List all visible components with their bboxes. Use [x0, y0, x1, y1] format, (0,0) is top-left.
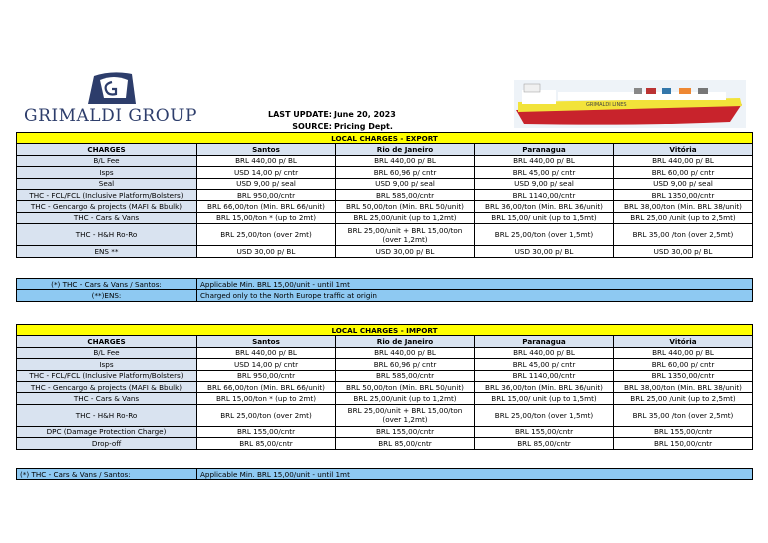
rate-cell: USD 9,00 p/ seal	[336, 178, 475, 189]
rate-cell: BRL 950,00/cntr	[197, 370, 336, 381]
rate-cell: BRL 25,00 /unit (up to 2,5mt)	[614, 393, 753, 404]
rate-cell: BRL 25,00/ton (over 1,5mt)	[475, 224, 614, 246]
table-row	[17, 370, 753, 381]
rate-cell: BRL 50,00/ton (Min. BRL 50/unit)	[336, 201, 475, 212]
rate-cell: USD 9,00 p/ seal	[475, 178, 614, 189]
table-row	[17, 167, 753, 178]
rate-cell: BRL 15,00/ unit (up to 1,5mt)	[475, 393, 614, 404]
charge-name: B/L Fee	[17, 347, 197, 358]
table-row	[17, 393, 753, 404]
rate-cell: BRL 25,00/ton (over 1,5mt)	[475, 404, 614, 426]
rate-cell: BRL 25,00/unit (up to 1,2mt)	[336, 212, 475, 223]
table-row	[17, 178, 753, 189]
rate-cell: BRL 155,00/cntr	[197, 426, 336, 437]
charge-name: Drop-off	[17, 438, 197, 449]
export-table-title: LOCAL CHARGES - EXPORT	[17, 133, 753, 144]
column-header-paranagua: Paranagua	[475, 144, 614, 155]
charge-name: THC - Gencargo & projects (MAFI & Bbulk)	[17, 381, 197, 392]
note-text: Charged only to the North Europe traffic at origin	[197, 290, 753, 301]
column-header-santos: Santos	[197, 144, 336, 155]
charge-name: Isps	[17, 359, 197, 370]
last-update-value: June 20, 2023	[334, 110, 396, 119]
rate-cell: BRL 150,00/cntr	[614, 438, 753, 449]
table-row	[17, 438, 753, 449]
table-row	[17, 155, 753, 166]
rate-cell: BRL 15,00/ton * (up to 2mt)	[197, 212, 336, 223]
rate-cell: BRL 36,00/ton (Min. BRL 36/unit)	[475, 201, 614, 212]
note-text: Applicable Min. BRL 15,00/unit - until 1mt	[197, 279, 753, 290]
ro-ro-ship-image	[514, 80, 746, 128]
rate-cell: BRL 35,00 /ton (over 2,5mt)	[614, 404, 753, 426]
table-row	[17, 201, 753, 212]
rate-cell: BRL 1140,00/cntr	[475, 370, 614, 381]
rate-cell: BRL 25,00/unit + BRL 15,00/ton (over 1,2mt)	[336, 224, 475, 246]
rate-cell: BRL 440,00 p/ BL	[614, 155, 753, 166]
ship-lettering: GRIMALDI LINES	[586, 102, 627, 108]
charge-name: THC - Gencargo & projects (MAFI & Bbulk)	[17, 201, 197, 212]
table-row	[17, 404, 753, 426]
rate-cell: BRL 585,00/cntr	[336, 189, 475, 200]
note-key: (**)ENS:	[17, 290, 197, 301]
rate-cell: BRL 45,00 p/ cntr	[475, 359, 614, 370]
rate-cell: BRL 85,00/cntr	[197, 438, 336, 449]
rate-cell: USD 14,00 p/ cntr	[197, 359, 336, 370]
table-row	[17, 212, 753, 223]
table-row	[17, 359, 753, 370]
rate-cell: BRL 66,00/ton (Min. BRL 66/unit)	[197, 381, 336, 392]
rate-cell: BRL 60,96 p/ cntr	[336, 359, 475, 370]
rate-cell: BRL 440,00 p/ BL	[336, 347, 475, 358]
export-charges-table	[16, 132, 753, 258]
rate-cell: BRL 38,00/ton (Min. BRL 38/unit)	[614, 381, 753, 392]
rate-cell: BRL 25,00/unit + BRL 15,00/ton (over 1,2mt)	[336, 404, 475, 426]
table-row	[17, 246, 753, 257]
grimaldi-flag-icon	[84, 70, 140, 108]
note-row	[17, 290, 753, 301]
rate-cell: BRL 36,00/ton (Min. BRL 36/unit)	[475, 381, 614, 392]
note-key: (*) THC - Cars & Vans / Santos:	[17, 469, 197, 480]
rate-cell: BRL 155,00/cntr	[475, 426, 614, 437]
source-value: Pricing Dept.	[334, 122, 393, 131]
rate-cell: BRL 155,00/cntr	[614, 426, 753, 437]
rate-cell: BRL 155,00/cntr	[336, 426, 475, 437]
rate-cell: BRL 25,00/ton (over 2mt)	[197, 224, 336, 246]
rate-cell: USD 30,00 p/ BL	[336, 246, 475, 257]
rate-cell: BRL 85,00/cntr	[475, 438, 614, 449]
table-row	[17, 426, 753, 437]
rate-cell: BRL 60,00 p/ cntr	[614, 167, 753, 178]
import-charges-table	[16, 324, 753, 450]
table-row	[17, 381, 753, 392]
rate-cell: BRL 585,00/cntr	[336, 370, 475, 381]
rate-cell: BRL 66,00/ton (Min. BRL 66/unit)	[197, 201, 336, 212]
charge-name: B/L Fee	[17, 155, 197, 166]
rate-cell: BRL 60,96 p/ cntr	[336, 167, 475, 178]
rate-cell: BRL 1350,00/cntr	[614, 189, 753, 200]
rate-cell: BRL 440,00 p/ BL	[614, 347, 753, 358]
charge-name: THC - FCL/FCL (Inclusive Platform/Bolsters)	[17, 189, 197, 200]
note-row	[17, 279, 753, 290]
table-row	[17, 189, 753, 200]
column-header-paranagua: Paranagua	[475, 336, 614, 347]
rate-cell: BRL 440,00 p/ BL	[475, 347, 614, 358]
charge-name: THC - H&H Ro-Ro	[17, 224, 197, 246]
source-label: SOURCE:	[292, 122, 332, 131]
rate-cell: BRL 15,00/ unit (up to 1,5mt)	[475, 212, 614, 223]
rate-cell: USD 30,00 p/ BL	[197, 246, 336, 257]
export-notes-table	[16, 278, 753, 302]
rate-cell: USD 9,00 p/ seal	[614, 178, 753, 189]
rate-cell: BRL 60,00 p/ cntr	[614, 359, 753, 370]
rate-cell: BRL 38,00/ton (Min. BRL 38/unit)	[614, 201, 753, 212]
charge-name: Isps	[17, 167, 197, 178]
rate-cell: BRL 85,00/cntr	[336, 438, 475, 449]
charge-name: THC - H&H Ro-Ro	[17, 404, 197, 426]
rate-cell: BRL 440,00 p/ BL	[197, 347, 336, 358]
rate-cell: BRL 25,00 /unit (up to 2,5mt)	[614, 212, 753, 223]
column-header-santos: Santos	[197, 336, 336, 347]
rate-cell: BRL 950,00/cntr	[197, 189, 336, 200]
rate-cell: BRL 25,00/ton (over 2mt)	[197, 404, 336, 426]
column-header-charges: CHARGES	[17, 144, 197, 155]
company-logo	[24, 70, 200, 130]
charge-name: Seal	[17, 178, 197, 189]
column-header-vitoria: Vitória	[614, 144, 753, 155]
rate-cell: BRL 35,00 /ton (over 2,5mt)	[614, 224, 753, 246]
import-notes-table	[16, 468, 753, 480]
rate-cell: BRL 25,00/unit (up to 1,2mt)	[336, 393, 475, 404]
charge-name: THC - Cars & Vans	[17, 393, 197, 404]
charge-name: THC - FCL/FCL (Inclusive Platform/Bolsters)	[17, 370, 197, 381]
rate-cell: BRL 50,00/ton (Min. BRL 50/unit)	[336, 381, 475, 392]
note-text: Applicable Min. BRL 15,00/unit - until 1mt	[197, 469, 753, 480]
rate-cell: BRL 15,00/ton * (up to 2mt)	[197, 393, 336, 404]
rate-cell: BRL 1350,00/cntr	[614, 370, 753, 381]
rate-cell: USD 9,00 p/ seal	[197, 178, 336, 189]
last-update-label: LAST UPDATE:	[268, 110, 332, 119]
charge-name: THC - Cars & Vans	[17, 212, 197, 223]
rate-cell: USD 14,00 p/ cntr	[197, 167, 336, 178]
table-row	[17, 347, 753, 358]
table-row	[17, 224, 753, 246]
rate-cell: BRL 1140,00/cntr	[475, 189, 614, 200]
company-name: GRIMALDI GROUP	[24, 106, 197, 126]
rate-cell: USD 30,00 p/ BL	[614, 246, 753, 257]
column-header-vitoria: Vitória	[614, 336, 753, 347]
charge-name: ENS **	[17, 246, 197, 257]
note-row	[17, 469, 753, 480]
rate-cell: USD 30,00 p/ BL	[475, 246, 614, 257]
import-table-title: LOCAL CHARGES - IMPORT	[17, 325, 753, 336]
note-key: (*) THC - Cars & Vans / Santos:	[17, 279, 197, 290]
column-header-charges: CHARGES	[17, 336, 197, 347]
column-header-rio: Rio de Janeiro	[336, 144, 475, 155]
charge-name: DPC (Damage Protection Charge)	[17, 426, 197, 437]
rate-cell: BRL 440,00 p/ BL	[197, 155, 336, 166]
column-header-rio: Rio de Janeiro	[336, 336, 475, 347]
rate-cell: BRL 440,00 p/ BL	[475, 155, 614, 166]
rate-cell: BRL 45,00 p/ cntr	[475, 167, 614, 178]
rate-cell: BRL 440,00 p/ BL	[336, 155, 475, 166]
